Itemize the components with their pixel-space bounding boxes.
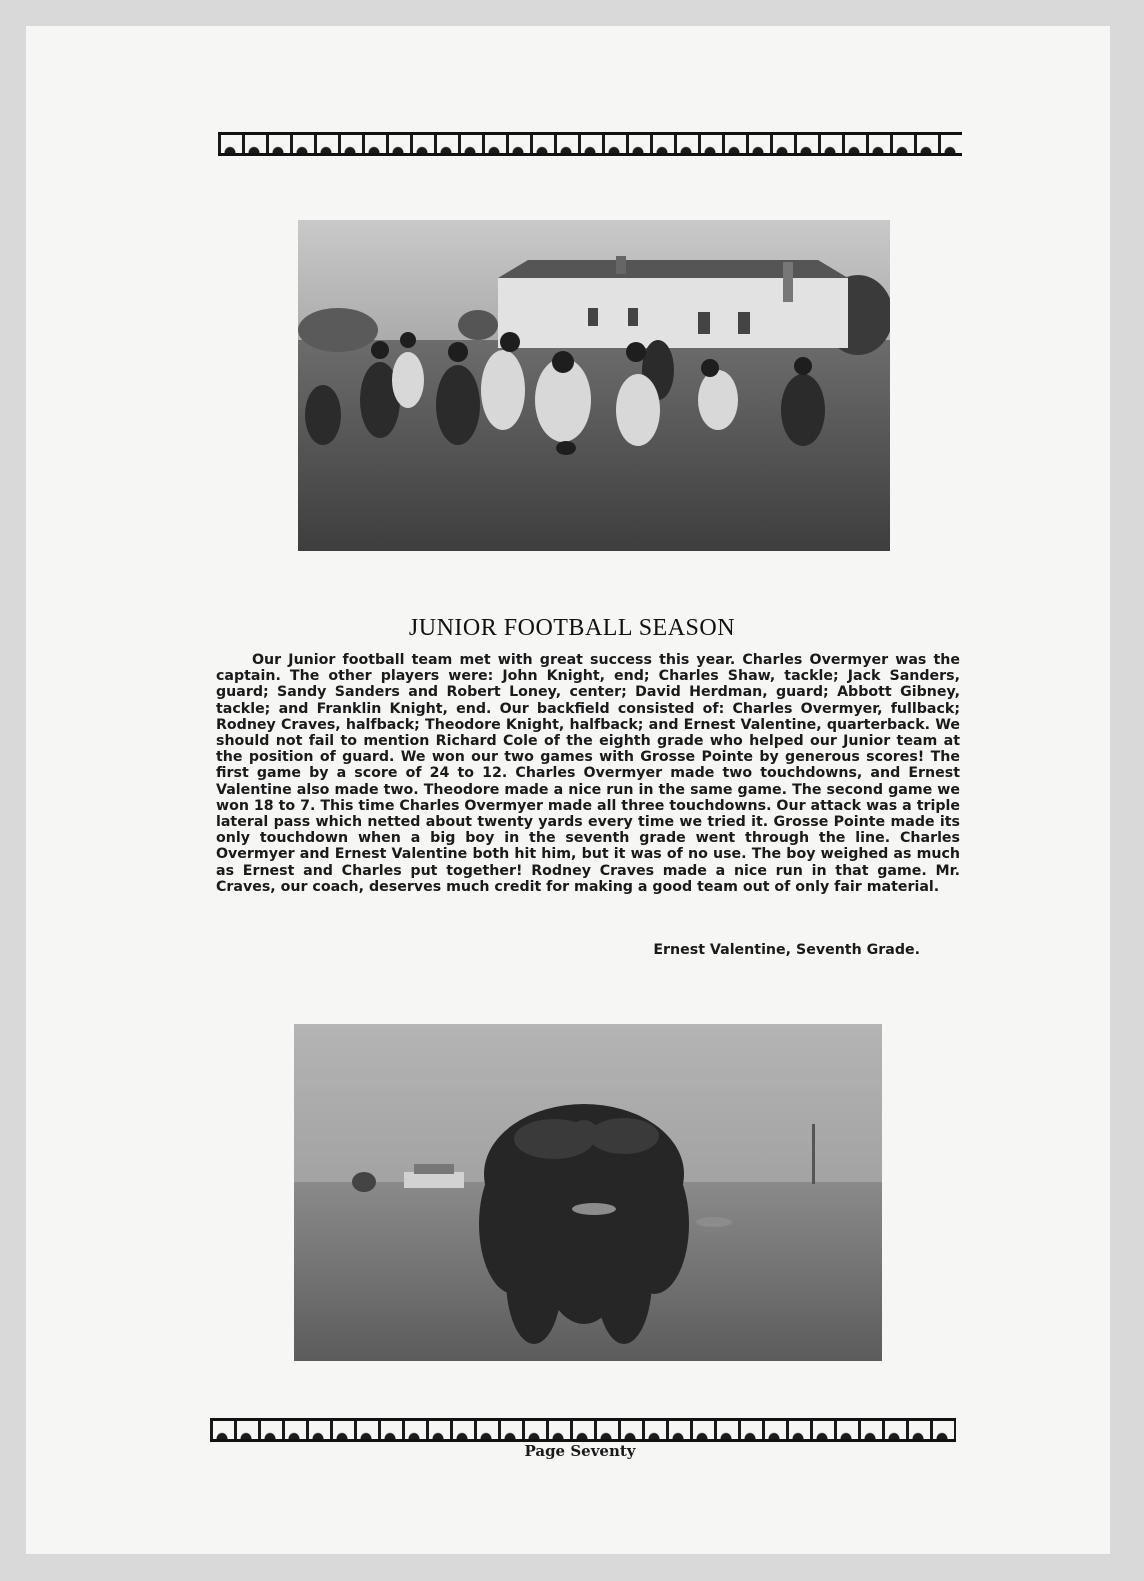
page-number: Page Seventy (524, 1442, 636, 1460)
photo-team-lineup (298, 220, 890, 551)
decorative-border-top (218, 132, 962, 156)
article-author: Ernest Valentine, Seventh Grade. (653, 942, 920, 958)
decorative-border-bottom (210, 1418, 956, 1442)
photo-team-lineup-image (298, 220, 890, 551)
photo-team-huddle-image (294, 1024, 882, 1361)
article-body: Our Junior football team met with great success this year. Charles Overmyer was the captain. The other players were: John Knight, end; Charles Shaw, tackle; Jack Sanders, guard; Sandy Sanders and Robert Loney, center; David Herdman, guard; Abbott Gibney, tackle; and Franklin Knight, end. Our backfield consisted of: Charles Overmyer, fullback; Rodney Craves, halfback; Theodore Knight, halfback; and Ernest Valentine, quarterback. We should not fail to mention Richard Cole of the eighth grade who helped our Junior team at the position of guard. We won our two games with Grosse Pointe by generous scores! The first game by a score of 24 to 12. Charles Overmyer made two touchdowns, and Ernest Valentine also made two. Theodore made a nice run in the same game. The second game we won 18 to 7. This time Charles Overmyer made all three touchdowns. Our attack was a triple lateral pass which netted about twenty yards every time we tried it. Grosse Pointe made its only touchdown when a big boy in the seventh grade went through the line. Charles Overmyer and Ernest Valentine both hit him, but it was of no use. The boy weighed as much as Ernest and Charles put together! Rodney Craves made a nice run in that game. Mr. Craves, our coach, deserves much credit for making a good team out of only fair material. (216, 652, 960, 895)
article-title: JUNIOR FOOTBALL SEASON (408, 615, 736, 641)
photo-team-huddle (294, 1024, 882, 1361)
